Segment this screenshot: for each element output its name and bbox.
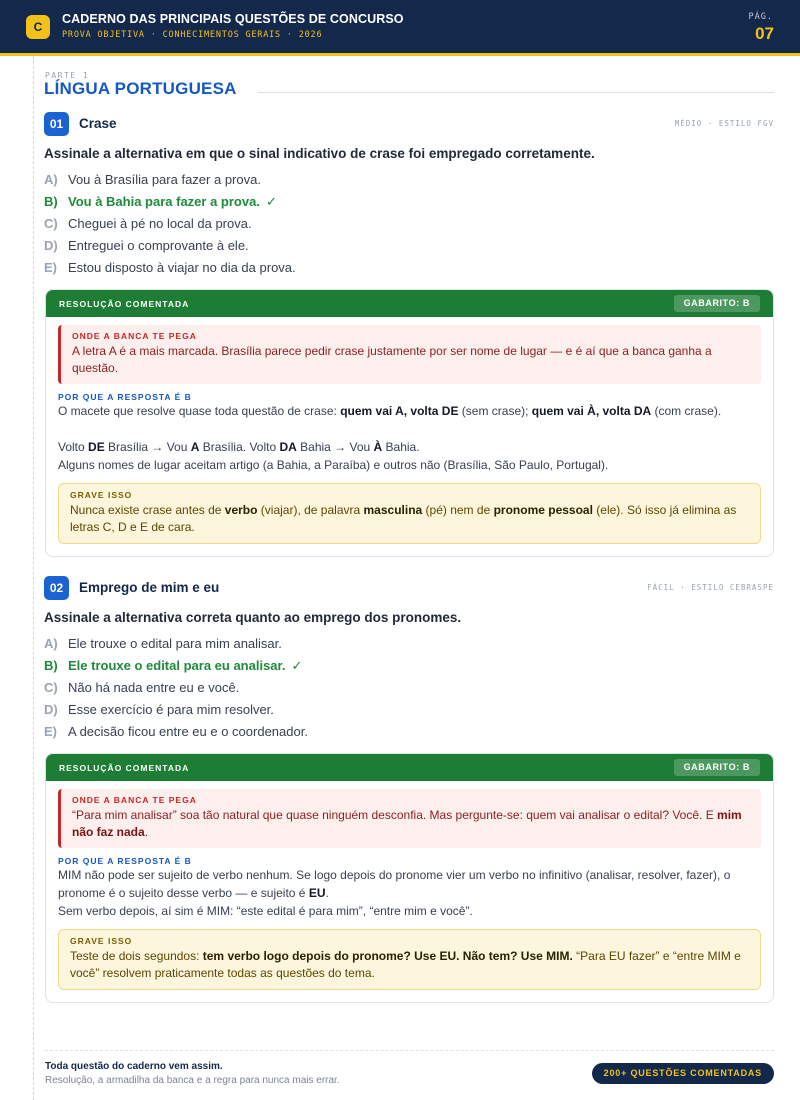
option-d[interactable]	[44, 699, 774, 721]
remember-callout	[58, 929, 761, 990]
page-number: 07	[755, 24, 774, 43]
resolution-body	[46, 317, 773, 556]
text-run: (sem crase);	[458, 404, 532, 418]
bold-run: tem verbo logo depois do pronome? Use EU. Não tem? Use MIM.	[202, 949, 573, 963]
option-d[interactable]	[44, 235, 774, 257]
bold-run: quem vai A, volta DE	[340, 404, 459, 418]
text-run: (ele). Só isso já elimina as letras C, D e E de cara.	[70, 503, 737, 534]
option-letter: A)	[44, 636, 58, 651]
trap-label: ONDE A BANCA TE PEGA	[72, 795, 197, 805]
bold-run: quem vai À, volta DA	[531, 404, 652, 418]
text-run: Volto	[58, 440, 89, 454]
option-text: Cheguei à pé no local da prova.	[68, 216, 252, 231]
text-run: (pé) nem de	[422, 503, 494, 517]
remember-callout	[58, 483, 761, 544]
option-text: Vou à Brasília para fazer a prova.	[68, 172, 261, 187]
part-label: PARTE 1	[45, 71, 90, 80]
bold-run: mim não faz nada	[72, 808, 742, 839]
margin-guide	[33, 56, 34, 1100]
option-c[interactable]	[44, 213, 774, 235]
option-letter: C)	[44, 216, 58, 231]
question-prompt: Assinale a alternativa em que o sinal indicativo de crase foi empregado corretamente.	[44, 146, 595, 161]
text-run: .	[144, 825, 149, 839]
text-run: Bahia.	[382, 440, 420, 454]
trap-label: ONDE A BANCA TE PEGA	[72, 331, 197, 341]
question-header	[44, 576, 774, 600]
logo: C	[26, 15, 50, 39]
text-run: “Para mim analisar” soa tão natural que quase ninguém desconfia. Mas pergunte-se: quem vai analisar o edital? Você. E	[72, 808, 718, 822]
option-letter: D)	[44, 702, 58, 717]
text-run: Bahia → Vou	[296, 440, 374, 454]
header-title: CADERNO DAS PRINCIPAIS QUESTÕES DE CONCURSO	[62, 12, 404, 26]
bold-run: pronome pessoal	[493, 503, 593, 517]
question-number: 01	[44, 112, 69, 136]
why-label: POR QUE A RESPOSTA É B	[58, 392, 192, 402]
option-letter: A)	[44, 172, 58, 187]
remember-label: GRAVE ISSO	[70, 936, 133, 946]
option-letter: B)	[44, 658, 58, 673]
option-letter: E)	[44, 724, 57, 739]
why-paragraph-3: Alguns nomes de lugar aceitam artigo (a Bahia, a Paraíba) e outros não (Brasília, São Paulo, Portugal).	[58, 458, 609, 472]
text-run: (com crase).	[651, 404, 722, 418]
why-paragraph-2	[58, 438, 761, 456]
option-text: Esse exercício é para mim resolver.	[68, 702, 274, 717]
bold-run: EU	[308, 886, 326, 900]
text-run: Nunca existe crase antes de	[70, 503, 225, 517]
resolution-bar	[46, 290, 773, 317]
question-2	[44, 576, 774, 743]
option-text: Ele trouxe o edital para mim analisar.	[68, 636, 282, 651]
question-title: Crase	[79, 116, 117, 131]
text-run: Brasília → Vou	[104, 440, 191, 454]
bold-run: A	[190, 440, 200, 454]
why-label: POR QUE A RESPOSTA É B	[58, 856, 192, 866]
resolution-card-2	[45, 753, 774, 1003]
check-icon: ✓	[291, 658, 303, 673]
check-icon: ✓	[265, 194, 277, 209]
bold-run: verbo	[224, 503, 258, 517]
trap-callout	[58, 789, 761, 848]
bold-run: À	[373, 440, 383, 454]
question-prompt: Assinale a alternativa correta quanto ao emprego dos pronomes.	[44, 610, 462, 625]
resolution-label: RESOLUÇÃO COMENTADA	[59, 763, 190, 773]
option-a[interactable]	[44, 169, 774, 191]
remember-text	[70, 948, 749, 982]
trap-text	[72, 807, 751, 841]
option-letter: C)	[44, 680, 58, 695]
bold-run: DA	[279, 440, 297, 454]
answer-key-badge: GABARITO: B	[674, 295, 760, 312]
option-text: Entreguei o comprovante à ele.	[68, 238, 249, 253]
option-e[interactable]	[44, 721, 774, 743]
trap-text: A letra A é a mais marcada. Brasília parece pedir crase justamente por ser nome de lugar — e é aí que a banca ganha a questão.	[72, 344, 712, 375]
answer-key-badge: GABARITO: B	[674, 759, 760, 776]
option-text: Ele trouxe o edital para eu analisar.	[68, 658, 286, 673]
why-paragraph-2: Sem verbo depois, aí sim é MIM: “este edital é para mim”, “entre mim e você”.	[58, 904, 473, 918]
footer-pill-badge: 200+ QUESTÕES COMENTADAS	[592, 1063, 774, 1084]
resolution-label: RESOLUÇÃO COMENTADA	[59, 299, 190, 309]
text-run: Teste de dois segundos:	[70, 949, 203, 963]
option-text: A decisão ficou entre eu e o coordenador.	[68, 724, 308, 739]
text-run: .	[325, 886, 329, 900]
trap-callout	[58, 325, 761, 384]
option-text: Não há nada entre eu e você.	[68, 680, 240, 695]
option-text: Estou disposto à viajar no dia da prova.	[68, 260, 296, 275]
footer-sub-text: Resolução, a armadilha da banca e a regra para nunca mais errar.	[45, 1075, 340, 1086]
footer-main-text: Toda questão do caderno vem assim.	[45, 1061, 223, 1072]
remember-label: GRAVE ISSO	[70, 490, 133, 500]
text-run: (viajar), de palavra	[257, 503, 364, 517]
text-run: Brasília. Volto	[199, 440, 280, 454]
option-text-wrap	[68, 655, 302, 677]
page-label: PÁG.	[748, 12, 773, 22]
question-1	[44, 112, 774, 279]
resolution-card-1	[45, 289, 774, 557]
question-meta: MÉDIO · ESTILO FGV	[674, 119, 774, 128]
bold-run: DE	[88, 440, 105, 454]
question-meta: FÁCIL · ESTILO CEBRASPE	[647, 583, 774, 592]
option-letter: E)	[44, 260, 57, 275]
bold-run: masculina	[363, 503, 423, 517]
option-letter: D)	[44, 238, 58, 253]
question-title: Emprego de mim e eu	[79, 580, 220, 595]
option-c[interactable]	[44, 677, 774, 699]
footer-divider	[45, 1050, 774, 1051]
option-a[interactable]	[44, 633, 774, 655]
why-paragraph-1	[58, 866, 761, 902]
options-list	[44, 169, 774, 279]
question-number: 02	[44, 576, 69, 600]
question-header	[44, 112, 774, 136]
remember-text	[70, 502, 749, 536]
resolution-bar	[46, 754, 773, 781]
option-b[interactable]	[44, 655, 774, 677]
part-divider	[258, 92, 774, 93]
spacer	[58, 420, 761, 438]
page-header	[0, 0, 800, 56]
why-paragraph-1	[58, 402, 761, 420]
options-list	[44, 633, 774, 743]
text-run: MIM não pode ser sujeito de verbo nenhum. Se logo depois do pronome vier um verbo no infinitivo (analisar, resolver, fazer), o pronome é o sujeito desse verbo — e sujeito é	[58, 868, 731, 900]
option-text-wrap	[68, 191, 277, 213]
header-subtitle: PROVA OBJETIVA · CONHECIMENTOS GERAIS · 2026	[62, 30, 323, 40]
option-b[interactable]	[44, 191, 774, 213]
resolution-body	[46, 781, 773, 1002]
option-letter: B)	[44, 194, 58, 209]
text-run: “Para EU fazer” e “entre MIM e você” resolvem praticamente todas as questões do tema.	[70, 949, 741, 980]
option-e[interactable]	[44, 257, 774, 279]
option-text: Vou à Bahia para fazer a prova.	[68, 194, 260, 209]
text-run: O macete que resolve quase toda questão de crase:	[58, 404, 341, 418]
part-title: LÍNGUA PORTUGUESA	[44, 79, 237, 98]
